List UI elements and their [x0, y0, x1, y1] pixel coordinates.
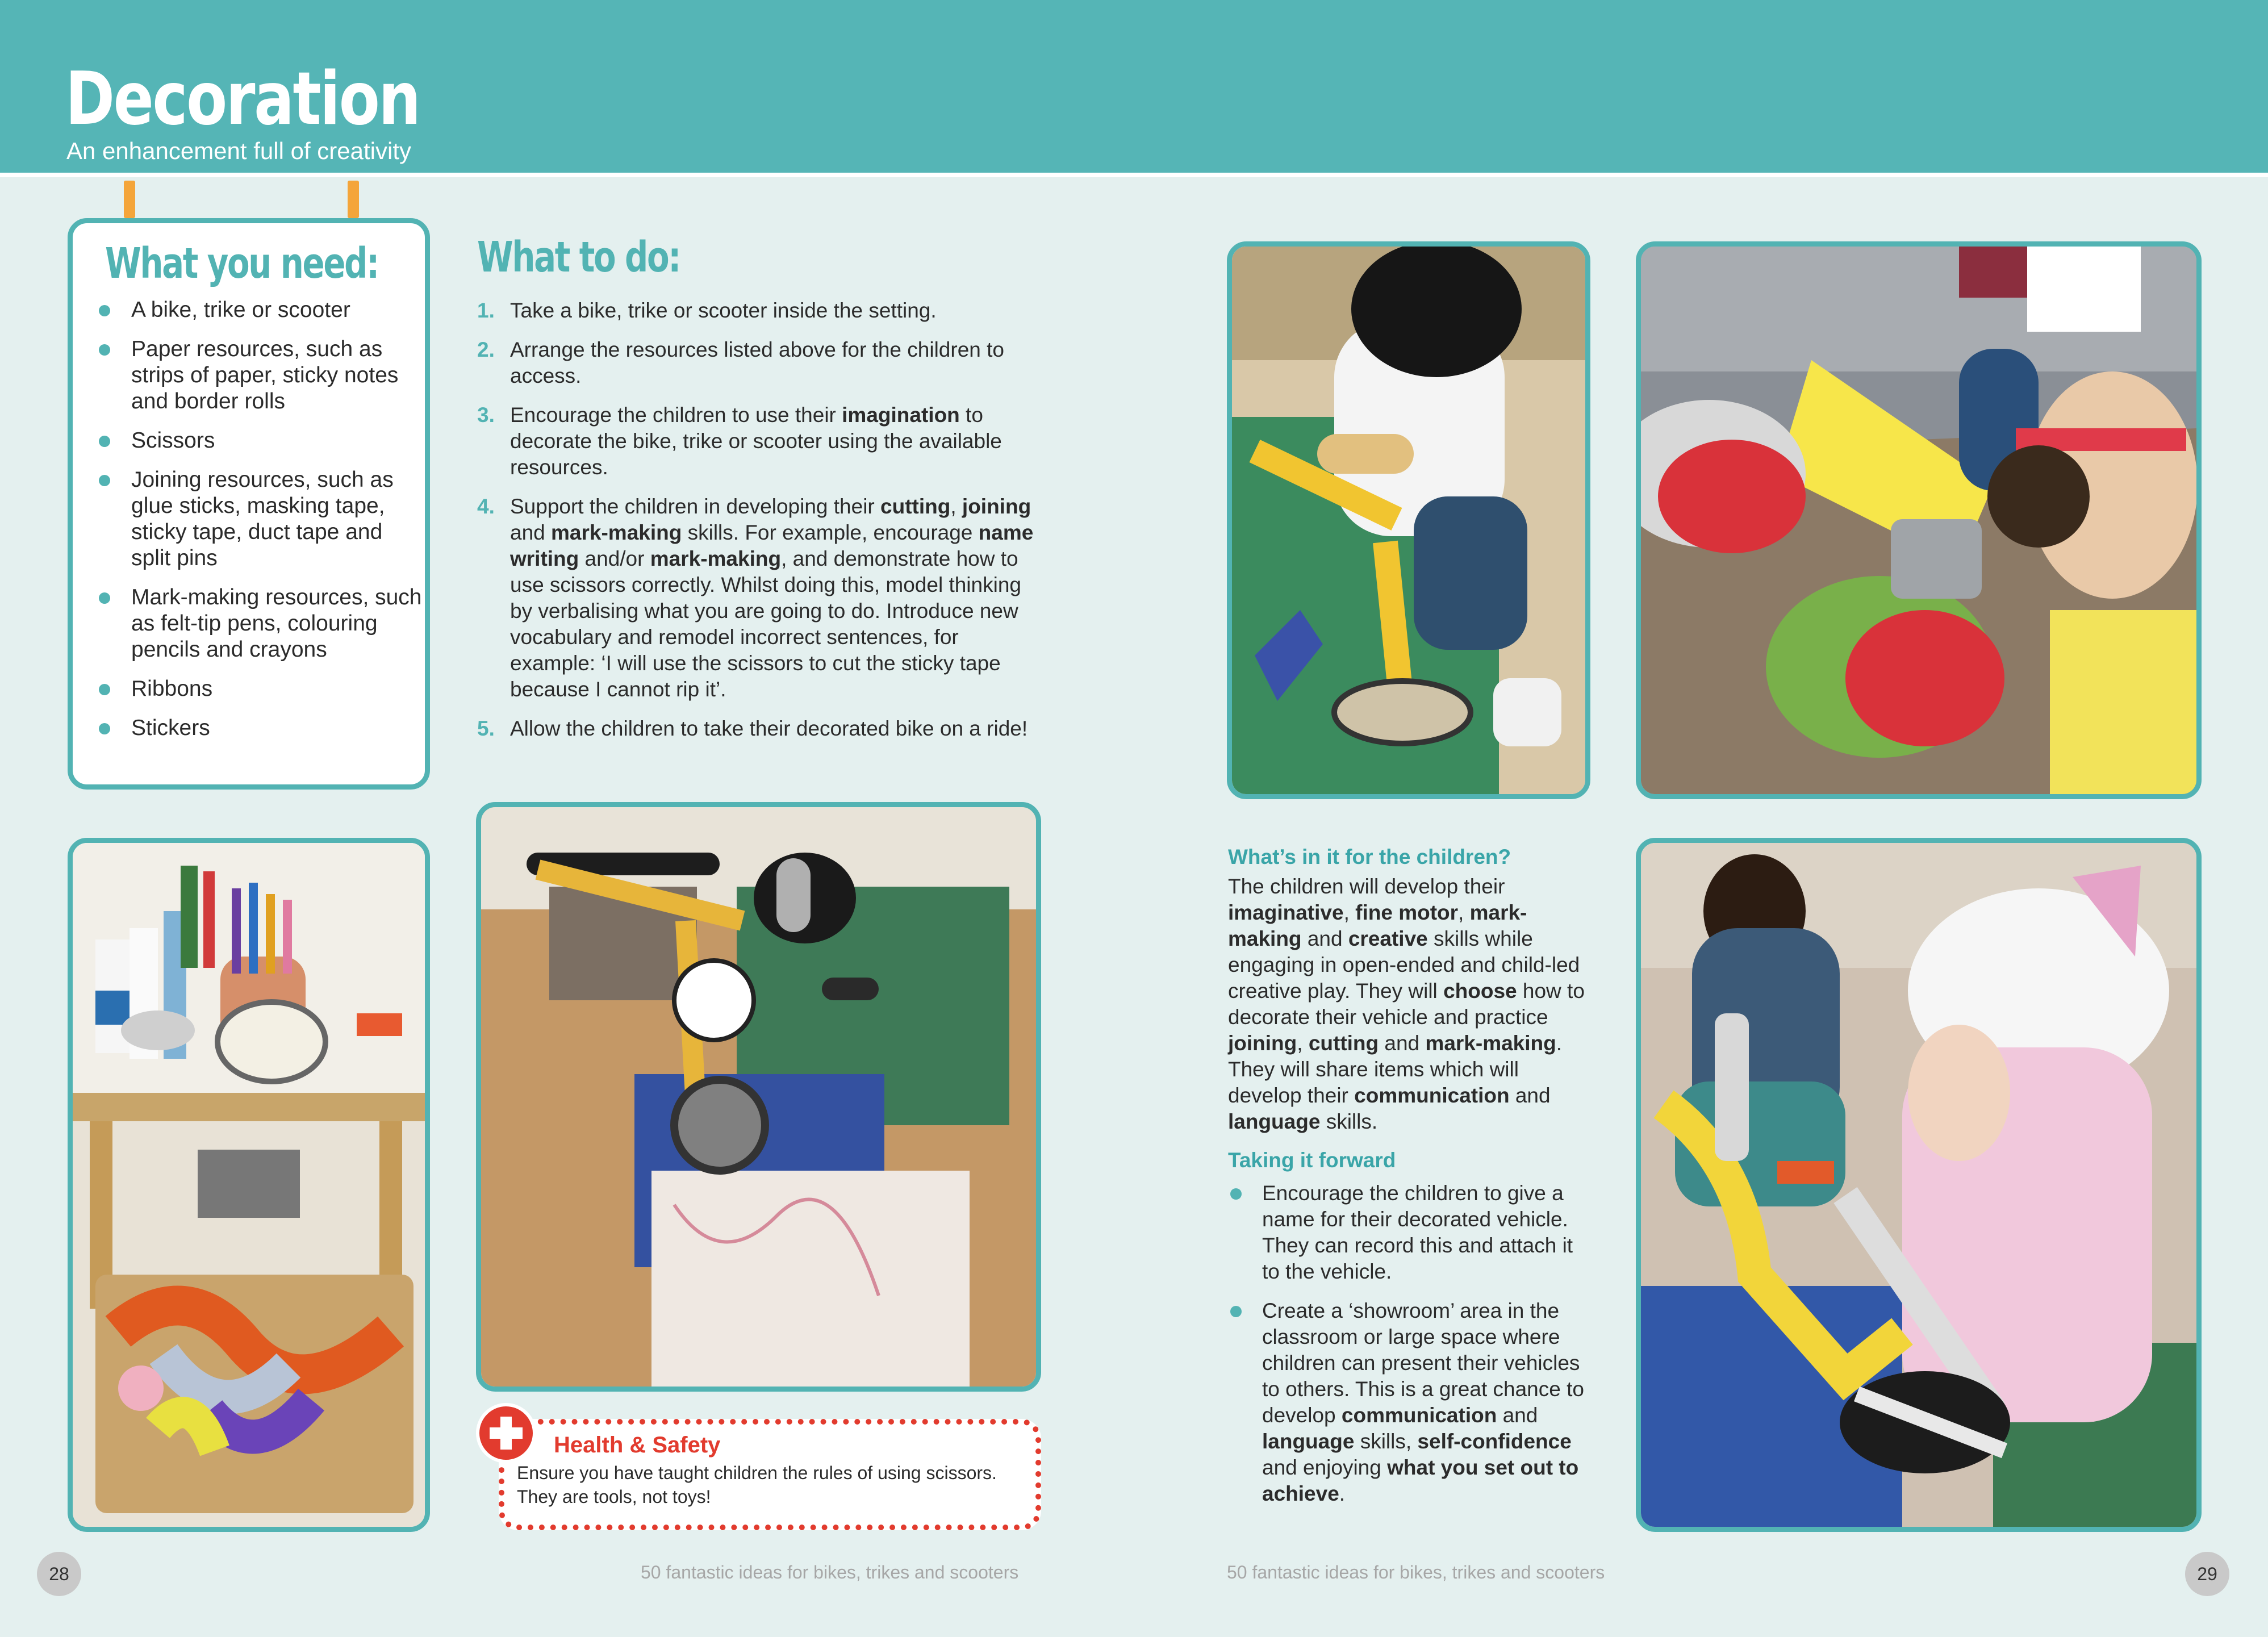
photo-child-decorating-trike-image: [1232, 247, 1585, 794]
what-you-need-heading: What you need:: [105, 239, 378, 288]
photo-child-decorating-trike: [1227, 241, 1590, 799]
photo-trike-on-crate: [476, 802, 1041, 1392]
step-text: Encourage the children to use their imagination to decorate the bike, trike or scooter using the available resources.: [510, 403, 1002, 479]
health-safety-text: Ensure you have taught children the rules of using scissors. They are tools, not toys!: [517, 1463, 997, 1507]
forward-item: Create a ‘showroom’ area in the classroom or large space where children can present their vehicles to others. This is a great chance to develop communication and language skills, self-confidence and enjoying what you set out to achieve.: [1228, 1298, 1592, 1507]
taking-it-forward-heading: Taking it forward: [1228, 1149, 1396, 1172]
step-text: Arrange the resources listed above for the children to access.: [510, 338, 1004, 387]
step-number: 1.: [477, 299, 495, 322]
taking-it-forward-list: [1228, 1180, 1592, 1507]
step-number: 3.: [477, 403, 495, 427]
need-item: Paper resources, such as strips of paper, sticky notes and border rolls: [73, 336, 425, 415]
what-you-need-list: [73, 297, 425, 754]
page-subtitle: An enhancement full of creativity: [66, 137, 411, 164]
what-to-do-heading: What to do:: [477, 233, 680, 282]
need-item: Scissors: [73, 428, 425, 454]
step-text: Take a bike, trike or scooter inside the setting.: [510, 299, 937, 322]
photo-craft-materials: [68, 838, 430, 1532]
photo-decorating-helmets: [1636, 241, 2202, 799]
card-peg-right: [348, 181, 359, 218]
need-item: Joining resources, such as glue sticks, masking tape, sticky tape, duct tape and split pins: [73, 467, 425, 571]
what-you-need-card: [68, 218, 430, 790]
step-number: 5.: [477, 717, 495, 740]
step-item: [477, 494, 1034, 703]
step-item: [477, 337, 1034, 389]
footer-text-right: 50 fantastic ideas for bikes, trikes and scooters: [1227, 1562, 1605, 1582]
step-item: [477, 716, 1034, 742]
whats-in-it-section: [1228, 844, 1592, 1520]
what-to-do-steps: [477, 298, 1034, 742]
photo-craft-materials-image: [73, 843, 425, 1527]
photo-trike-on-crate-image: [481, 807, 1036, 1387]
need-item: Ribbons: [73, 676, 425, 702]
photo-children-decorating-scooter: [1636, 838, 2202, 1532]
card-peg-left: [124, 181, 135, 218]
what-to-do-section: [477, 233, 1034, 755]
page-number-right: 29: [2185, 1552, 2229, 1596]
page-title: Decoration: [65, 57, 420, 141]
step-item: [477, 298, 1034, 324]
step-text: Allow the children to take their decorated bike on a ride!: [510, 717, 1028, 740]
need-item: Mark-making resources, such as felt-tip pens, colouring pencils and crayons: [73, 584, 425, 663]
whats-in-it-text: The children will develop their imaginative, fine motor, mark-making and creative skills while engaging in open-ended and child-led creative play. They will choose how to decorate their vehicle and practice joining, cutting and mark-making. They will share items which will develop their communication and language skills.: [1228, 875, 1585, 1133]
forward-item: Encourage the children to give a name for their decorated vehicle. They can record this and attach it to the vehicle.: [1228, 1180, 1592, 1285]
whats-in-it-heading: What’s in it for the children?: [1228, 845, 1511, 868]
need-item: A bike, trike or scooter: [73, 297, 425, 323]
step-item: [477, 402, 1034, 481]
photo-decorating-helmets-image: [1641, 247, 2196, 794]
step-number: 4.: [477, 495, 495, 518]
photo-children-decorating-scooter-image: [1641, 843, 2196, 1527]
page-header: [0, 0, 2268, 177]
health-safety-title: Health & Safety: [554, 1433, 721, 1458]
need-item: Stickers: [73, 715, 425, 741]
footer-text-left: 50 fantastic ideas for bikes, trikes and scooters: [641, 1562, 1019, 1582]
step-number: 2.: [477, 338, 495, 361]
first-aid-cross-icon: [476, 1403, 536, 1463]
step-text: Support the children in developing their cutting, joining and mark-making skills. For example, encourage name writing and/or mark-making, and demonstrate how to use scissors correctly. Whilst doing this, model thinking by verbalising what you are going to do. Introduce new vocabulary and remodel incorrect sentences, for example: ‘I will use the scissors to cut the sticky tape because I cannot rip it’.: [510, 495, 1034, 701]
page-number-left: 28: [37, 1552, 81, 1596]
